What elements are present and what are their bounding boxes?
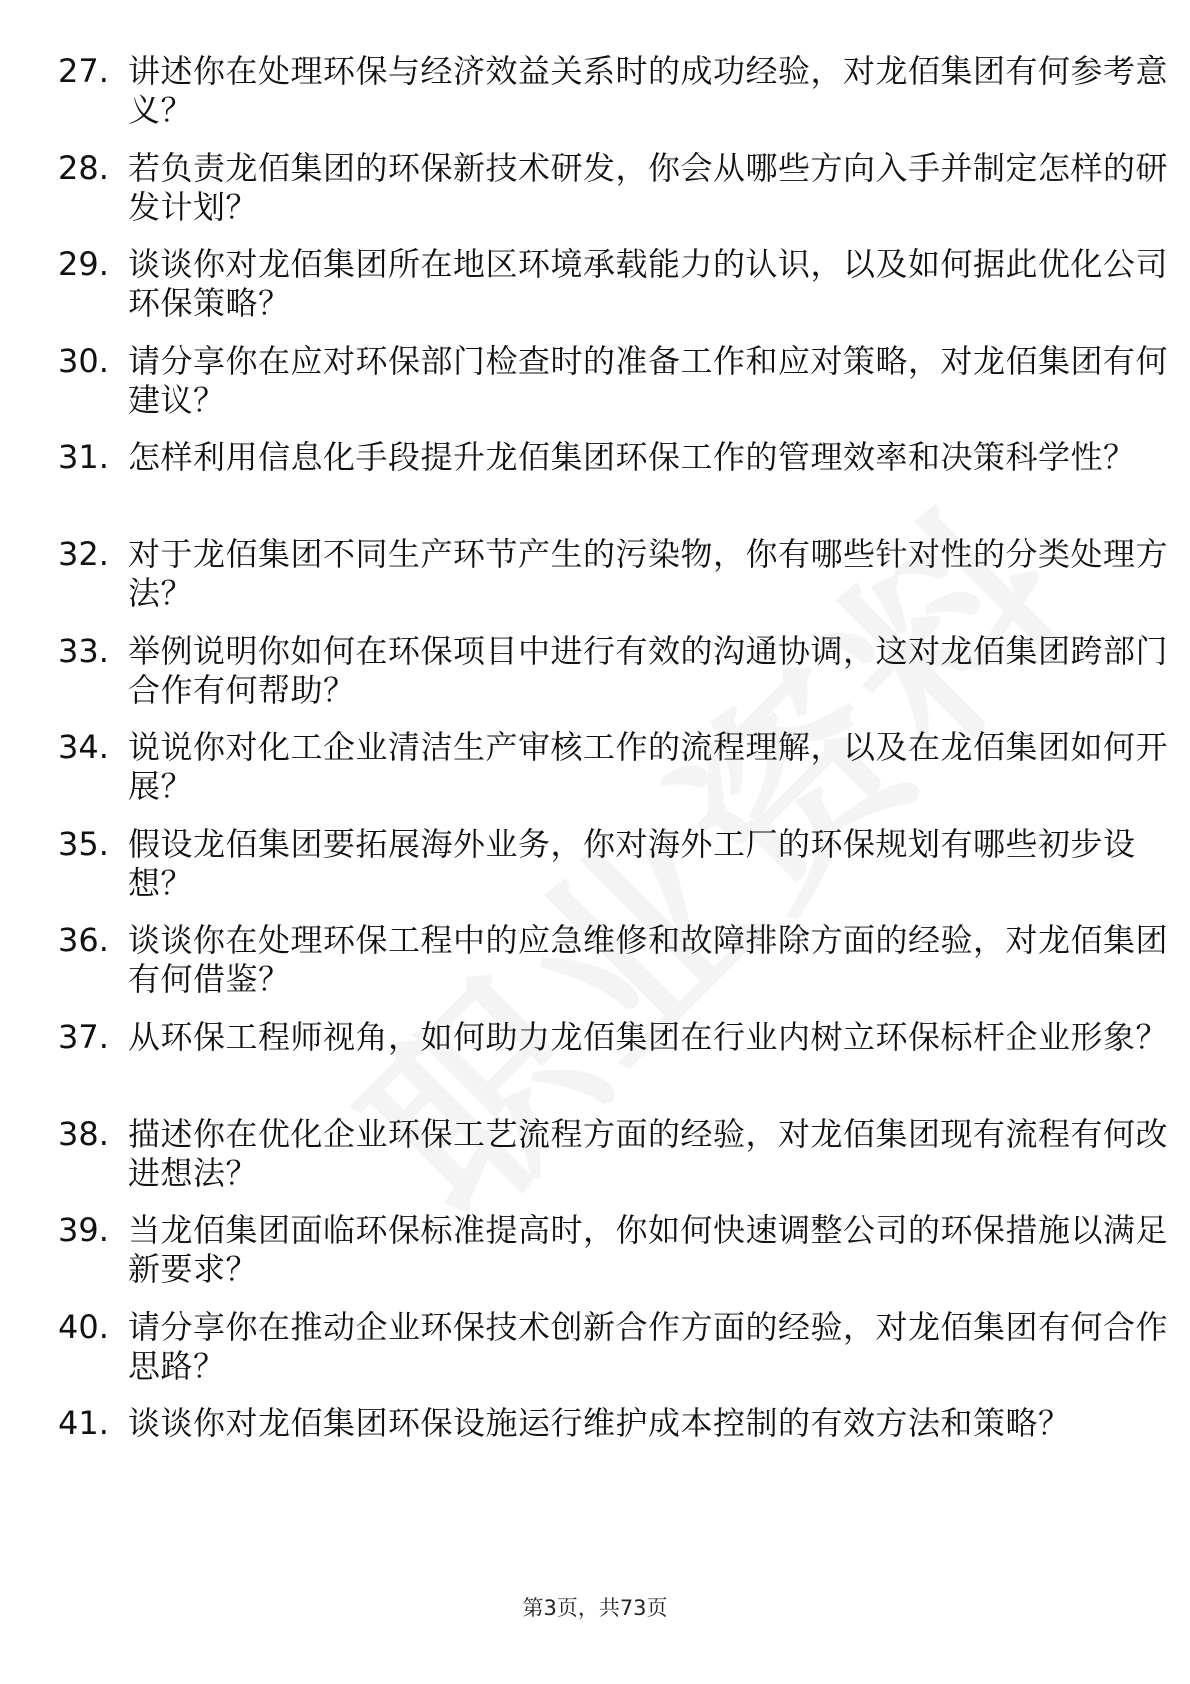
question-number: 37. [58, 1017, 109, 1056]
question-number: 31. [58, 438, 109, 477]
question-text: 对于龙佰集团不同生产环节产生的污染物，你有哪些针对性的分类处理方法？ [128, 534, 1169, 612]
list-item [58, 438, 1136, 535]
question-number: 40. [58, 1307, 109, 1346]
question-number: 35. [58, 824, 109, 863]
question-number: 36. [58, 921, 109, 960]
list-item [58, 1017, 1169, 1115]
question-text: 假设龙佰集团要拓展海外业务，你对海外工厂的环保规划有哪些初步设想？ [128, 824, 1136, 902]
list-item [58, 1211, 1169, 1308]
question-number: 38. [58, 1114, 109, 1153]
page-number-footer: 第3页，共73页 [522, 1596, 668, 1620]
list-item [58, 148, 1169, 246]
question-text: 说说你对化工企业清洁生产审核工作的流程理解，以及在龙佰集团如何开展？ [128, 728, 1169, 806]
question-number: 39. [58, 1211, 109, 1250]
list-item [58, 631, 1169, 729]
question-number: 30. [58, 341, 109, 380]
question-text: 请分享你在应对环保部门检查时的准备工作和应对策略，对龙佰集团有何建议？ [128, 341, 1169, 419]
question-text: 谈谈你对龙佰集团环保设施运行维护成本控制的有效方法和策略？ [128, 1404, 1071, 1443]
question-text: 若负责龙佰集团的环保新技术研发，你会从哪些方向入手并制定怎样的研发计划？ [128, 148, 1169, 226]
list-item [58, 534, 1169, 632]
question-text: 举例说明你如何在环保项目中进行有效的沟通协调，这对龙佰集团跨部门合作有何帮助？ [128, 631, 1169, 709]
question-text: 谈谈你对龙佰集团所在地区环境承载能力的认识，以及如何据此优化公司环保策略？ [128, 245, 1169, 323]
list-item [58, 341, 1169, 439]
question-list [58, 52, 1169, 1501]
list-item [58, 245, 1169, 342]
list-item [58, 824, 1136, 922]
question-text: 怎样利用信息化手段提升龙佰集团环保工作的管理效率和决策科学性？ [128, 438, 1136, 477]
question-number: 33. [58, 631, 109, 670]
list-item [58, 1307, 1169, 1405]
question-text: 谈谈你在处理环保工程中的应急维修和故障排除方面的经验，对龙佰集团有何借鉴？ [128, 921, 1169, 999]
question-text: 当龙佰集团面临环保标准提高时，你如何快速调整公司的环保措施以满足新要求？ [128, 1211, 1169, 1289]
list-item [58, 52, 1169, 149]
question-number: 34. [58, 728, 109, 767]
list-item [58, 1404, 1118, 1501]
list-item [58, 728, 1169, 825]
list-item [58, 921, 1169, 1018]
list-item [58, 1114, 1169, 1212]
question-number: 27. [58, 52, 109, 90]
question-number: 41. [58, 1404, 109, 1443]
question-text: 从环保工程师视角，如何助力龙佰集团在行业内树立环保标杆企业形象？ [128, 1017, 1169, 1056]
question-number: 29. [58, 245, 109, 284]
question-text: 请分享你在推动企业环保技术创新合作方面的经验，对龙佰集团有何合作思路？ [128, 1307, 1169, 1385]
question-text: 讲述你在处理环保与经济效益关系时的成功经验，对龙佰集团有何参考意义？ [128, 52, 1169, 129]
question-text: 描述你在优化企业环保工艺流程方面的经验，对龙佰集团现有流程有何改进想法？ [128, 1114, 1169, 1192]
question-number: 28. [58, 148, 109, 187]
question-number: 32. [58, 534, 109, 573]
